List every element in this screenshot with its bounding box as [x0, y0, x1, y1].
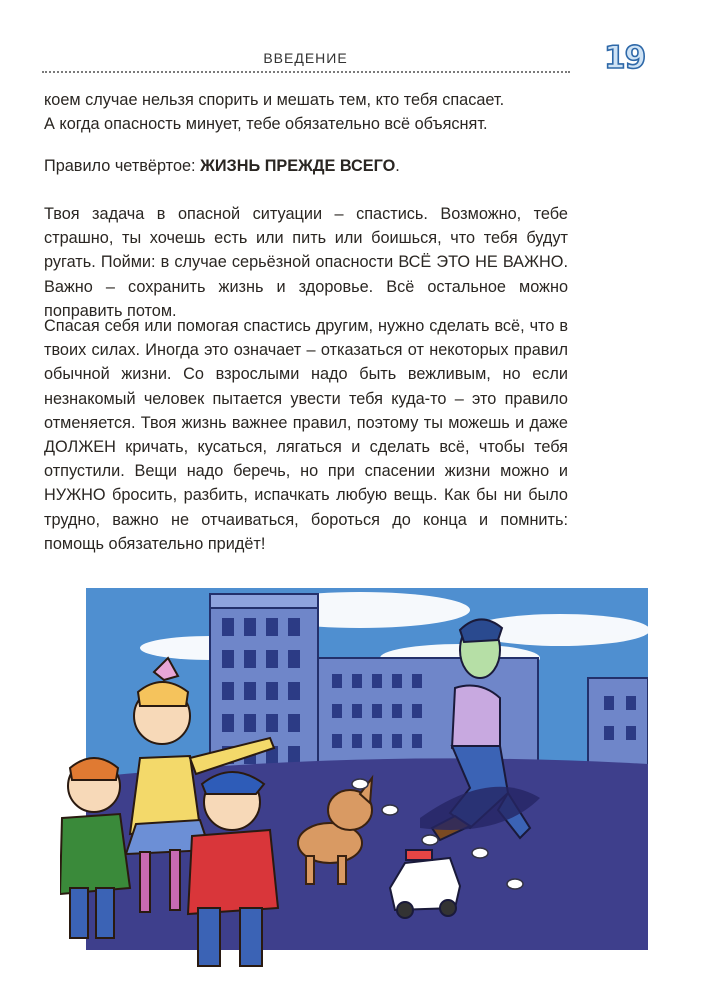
- intro-line: А когда опасность минует, тебе обязательно всё объяснят.: [44, 115, 488, 134]
- paragraph-2: Спасая себя или помогая спастись другим, нужно сделать всё, что в твоих силах. Иногда это означает – отказаться от некоторых правил обычной жизни. Со взрослыми надо быть вежливым, но если незнакомый человек пытается увести тебя куда-то – это правило отменяется. Твоя жизнь важнее правил, поэтому ты можешь и даже ДОЛЖЕН кричать, кусаться, лягаться и сделать всё, чтобы тебя отпустили. Вещи надо беречь, но при спасении жизни можно и НУЖНО бросить, разбить, испачкать любую вещь. Как бы ни было трудно, важно не отчаиваться, бороться до конца и помнить: помощь обязательно придёт!: [44, 317, 568, 553]
- rule-title: ЖИЗНЬ ПРЕЖДЕ ВСЕГО: [200, 157, 396, 175]
- intro-line: коем случае нельзя спорить и мешать тем, кто тебя спасает.: [44, 91, 505, 109]
- illustration-kidnapping-scene: [60, 588, 660, 983]
- paragraph-1: Твоя задача в опасной ситуации – спастись. Возможно, тебе страшно, ты хочешь есть или пить или боишься, что тебя будут ругать. Пойми: в случае серьёзной опасности ВСЁ ЭТО НЕ ВАЖНО. Важно – сохранить жизнь и здоровье. Всё остальное можно поправить потом.: [44, 205, 568, 320]
- header-divider: [42, 71, 570, 73]
- rule-prefix: Правило четвёртое:: [44, 157, 201, 175]
- section-title: ВВЕДЕНИЕ: [263, 50, 348, 66]
- page-number: 19: [604, 40, 646, 76]
- rule-suffix: .: [395, 157, 400, 175]
- intro-text: [44, 88, 568, 136]
- rule-heading: [44, 154, 568, 178]
